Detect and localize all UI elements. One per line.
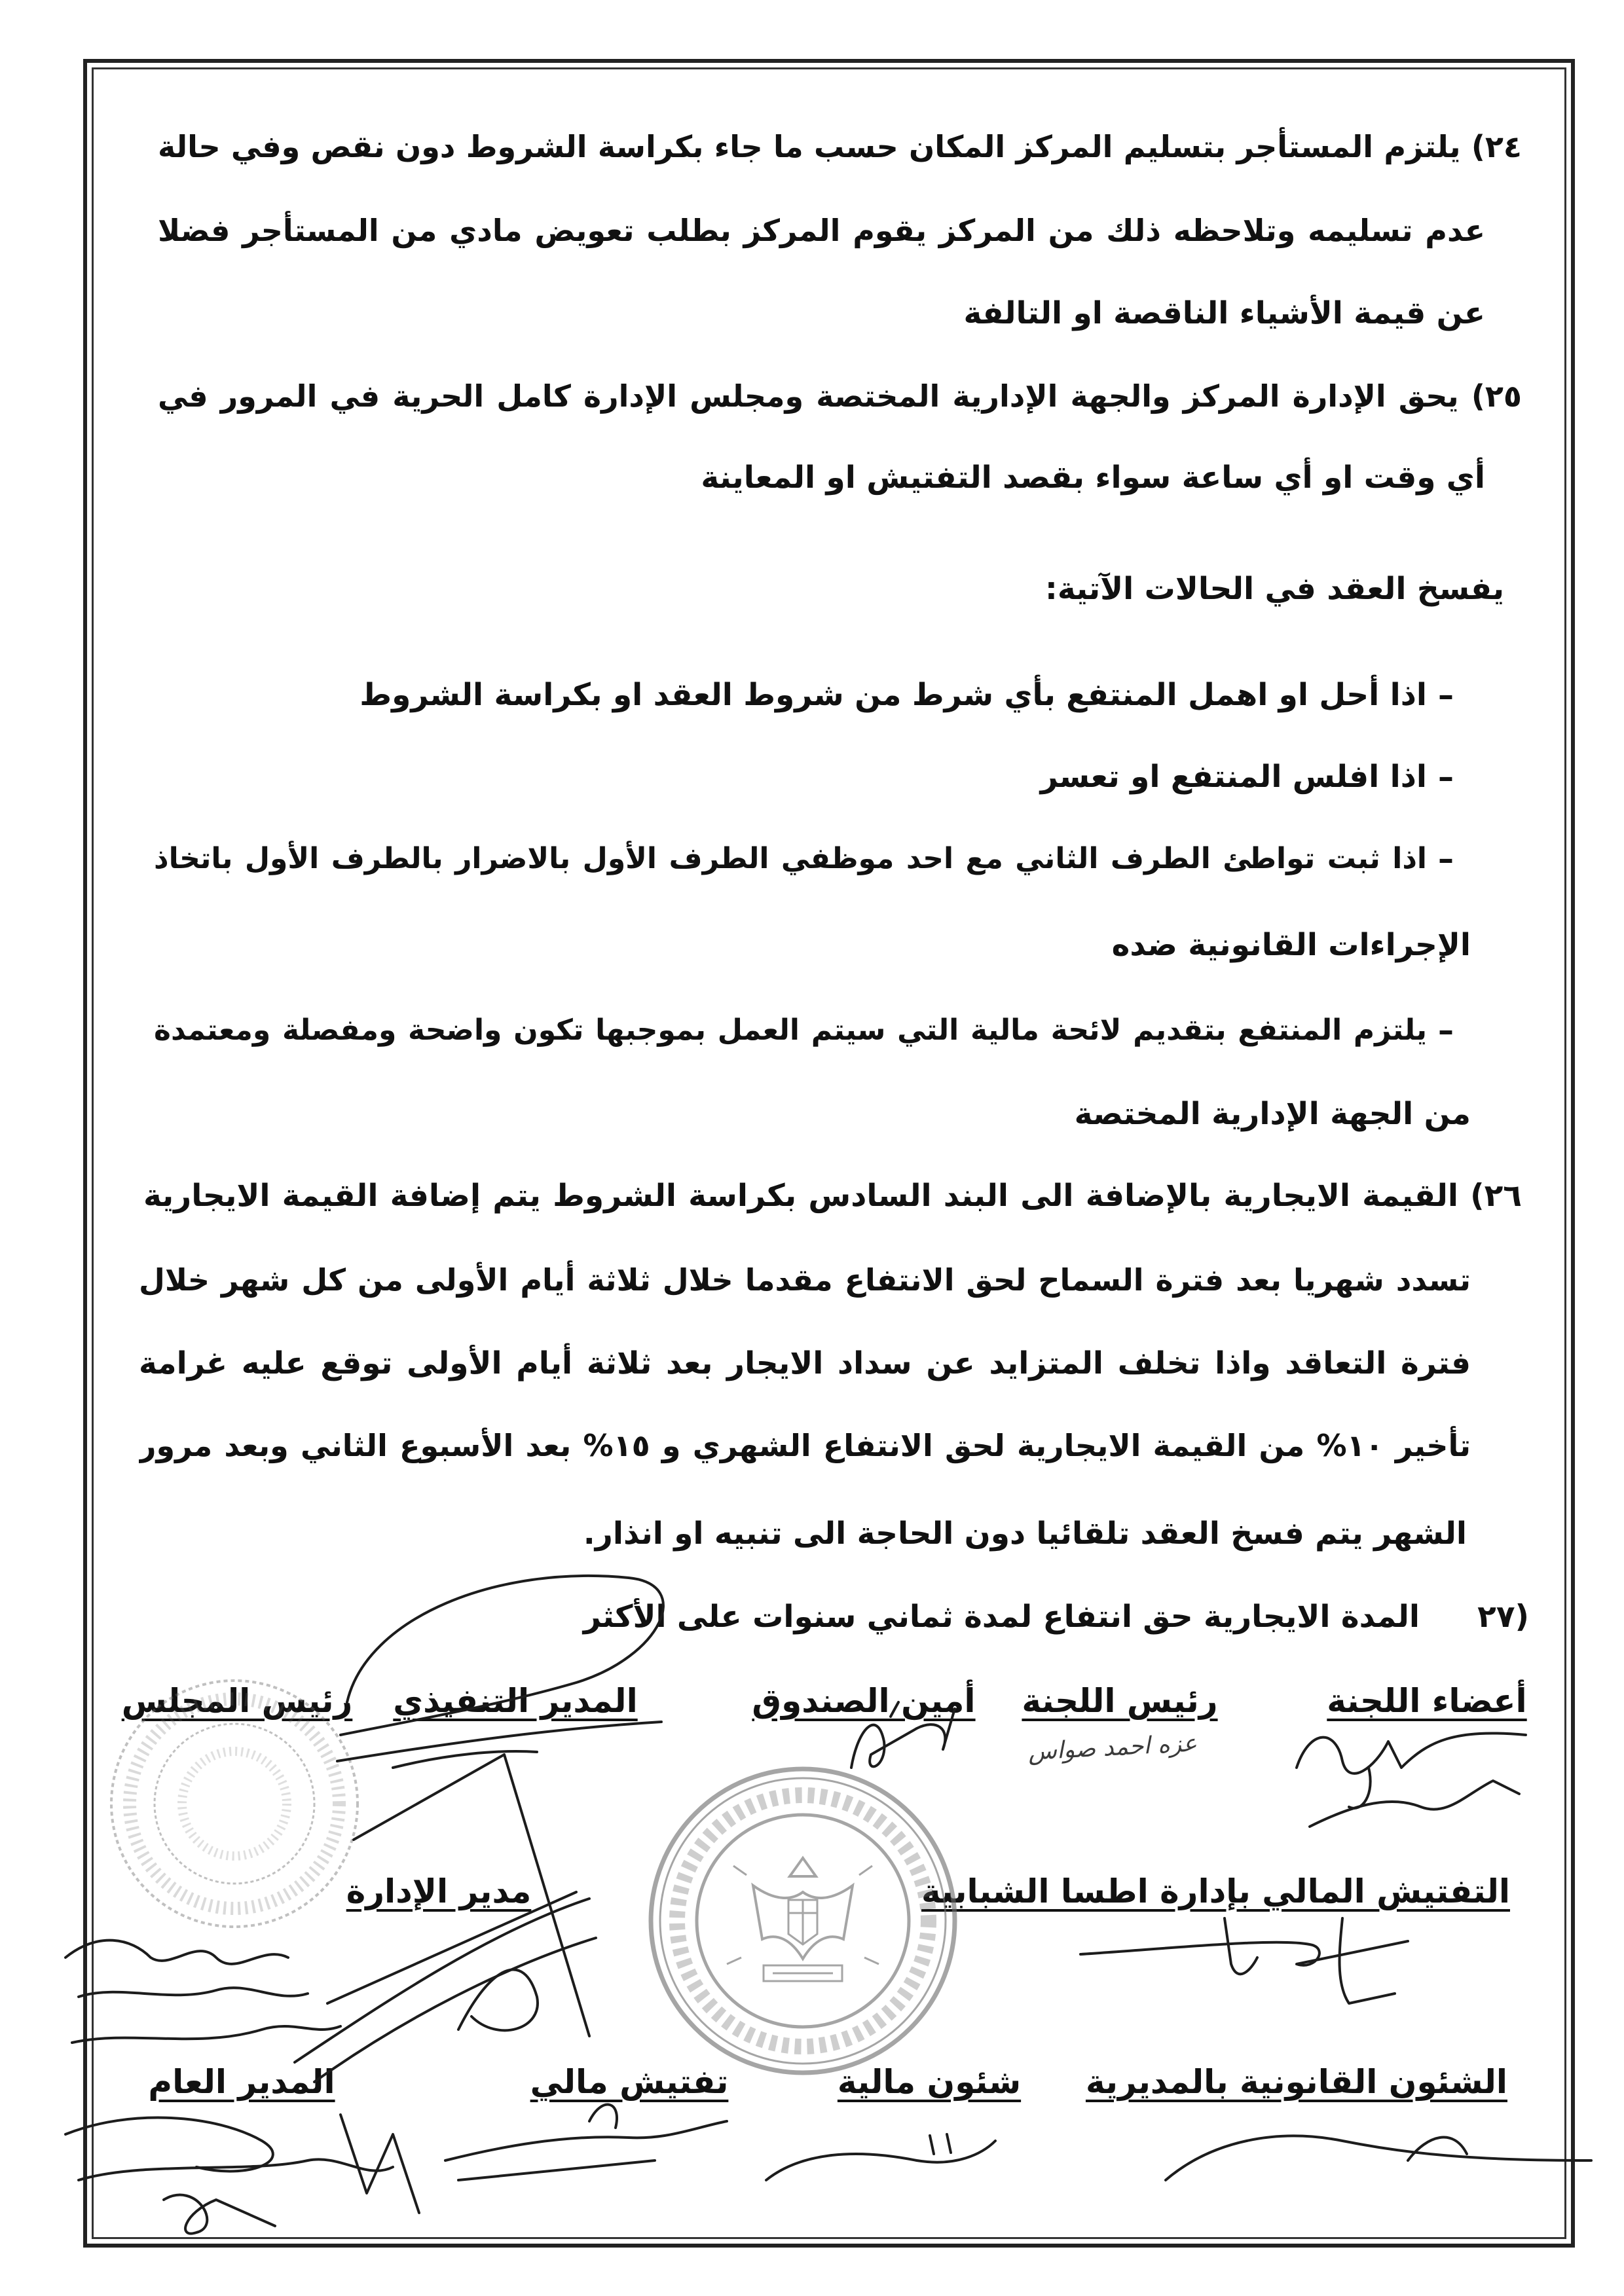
clause-number: ٢٤) xyxy=(1471,129,1522,164)
signatory-administration-director: مدير الإدارة xyxy=(346,1872,532,1910)
signatory-financial-inspector: تفتيش مالي xyxy=(530,2063,729,2101)
bullet-dash: – xyxy=(1438,1012,1454,1049)
clause-number: ٢٧) xyxy=(1477,1599,1529,1635)
condition-line: اذا أحل او اهمل المنتفع بأي شرط من شروط العقد او بكراسة الشروط xyxy=(360,677,1427,713)
clause-number: ٢٦) xyxy=(1470,1178,1522,1214)
clause-line xyxy=(158,120,1522,173)
condition-line: الإجراءات القانونية ضده xyxy=(1111,927,1471,963)
clause-line: عن قيمة الأشياء الناقصة او التالفة xyxy=(963,295,1485,331)
bullet-dash: – xyxy=(1438,677,1454,714)
handwritten-signature-name: عزه احمد صواس xyxy=(1027,1730,1198,1766)
clause-text: يحق الإدارة المركز والجهة الإدارية المختصة ومجلس الإدارة كامل الحرية في المرور في xyxy=(158,378,1459,414)
clause-line: تأخير ١٠% من القيمة الايجارية لحق الانتفاع الشهري و ١٥% بعد الأسبوع الثاني وبعد مرور xyxy=(139,1428,1471,1463)
signatory-committee-members: أعضاء اللجنة xyxy=(1327,1682,1527,1720)
clause-line xyxy=(158,370,1522,422)
clause-line: فترة التعاقد واذا تخلف المتزايد عن سداد الايجار بعد ثلاثة أيام الأولى توقع عليه غرامة xyxy=(139,1345,1471,1381)
signatory-legal-affairs: الشئون القانونية بالمديرية xyxy=(1085,2063,1507,2101)
bullet-dash: – xyxy=(1438,759,1454,795)
signatory-financial-inspection: التفتيش المالي بإدارة اطسا الشبابية xyxy=(921,1872,1510,1910)
condition-line: اذا ثبت تواطئ الطرف الثاني مع احد موظفي الطرف الأول بالاضرار بالطرف الأول باتخاذ xyxy=(154,842,1427,875)
signatory-financial-affairs: شئون مالية xyxy=(837,2063,1022,2101)
clause-number: ٢٥) xyxy=(1471,378,1522,414)
signatory-treasurer: أمين الصندوق xyxy=(752,1682,976,1720)
signatory-executive-director: المدير التنفيذي xyxy=(393,1682,638,1720)
clause-line: أي وقت او أي ساعة سواء بقصد التفتيش او المعاينة xyxy=(701,460,1485,496)
clause-line: عدم تسليمه وتلاحظه ذلك من المركز يقوم المركز بطلب تعويض مادي من المستأجر فضلا xyxy=(158,213,1485,248)
clause-line: الشهر يتم فسخ العقد تلقائيا دون الحاجة الى تنبيه او انذار. xyxy=(583,1516,1467,1552)
bullet-dash: – xyxy=(1438,841,1454,877)
condition-line: اذا افلس المنتفع او تعسر xyxy=(1040,759,1427,795)
signatory-council-head: رئيس المجلس xyxy=(121,1682,353,1720)
clause-line: تسدد شهريا بعد فترة السماح لحق الانتفاع مقدما خلال ثلاثة أيام الأولى من كل شهر خلال xyxy=(139,1262,1471,1298)
clause-line: المدة الايجارية حق انتفاع لمدة ثماني سنوات على الأكثر xyxy=(583,1599,1420,1635)
section-heading: يفسخ العقد في الحالات الآتية: xyxy=(1045,571,1504,607)
clause-line xyxy=(143,1170,1522,1222)
condition-line: من الجهة الإدارية المختصة xyxy=(1074,1096,1471,1132)
signatory-committee-head: رئيس اللجنة xyxy=(1022,1682,1218,1720)
clause-text: يلتزم المستأجر بتسليم المركز المكان حسب ما جاء بكراسة الشروط دون نقص وفي حالة xyxy=(158,129,1461,164)
signatory-general-director: المدير العام xyxy=(148,2063,335,2101)
clause-text: القيمة الايجارية بالإضافة الى البند السادس بكراسة الشروط يتم إضافة القيمة الايجارية xyxy=(143,1178,1458,1214)
condition-line: يلتزم المنتفع بتقديم لائحة مالية التي سيتم العمل بموجبها تكون واضحة ومفصلة ومعتمدة xyxy=(154,1013,1427,1047)
